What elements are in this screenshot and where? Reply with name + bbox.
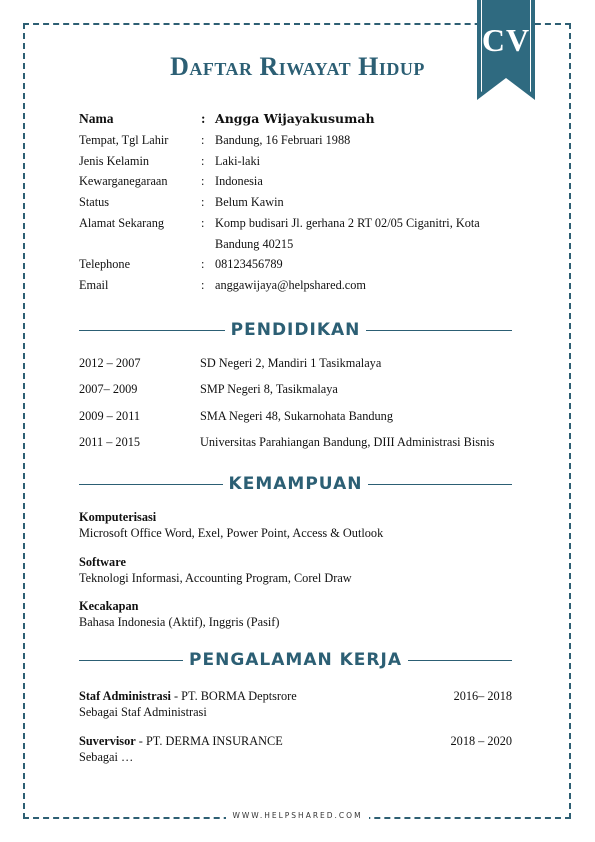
job-company: - PT. BORMA Deptsrore [170, 689, 297, 703]
job-years: 2016– 2018 [453, 689, 512, 703]
skill-detail: Teknologi Informasi, Accounting Program, Corel Draw [79, 570, 352, 585]
personal-value: Indonesia [215, 174, 263, 189]
divider-line [366, 330, 512, 331]
skill-item [79, 598, 519, 630]
education-item [79, 377, 519, 404]
section-title: PENGALAMAN KERJA [189, 650, 402, 670]
education-item [79, 403, 519, 430]
experience-list [79, 688, 512, 778]
education-years: 2012 – 2007 [79, 355, 141, 370]
personal-label: Jenis Kelamin [79, 153, 150, 168]
personal-label: Email [79, 277, 109, 292]
personal-row [79, 254, 519, 275]
personal-info [79, 108, 519, 296]
divider-line [408, 660, 512, 661]
section-header-experience [79, 648, 512, 672]
personal-value: Bandung 40215 [215, 236, 294, 251]
personal-value: Komp budisari Jl. gerhana 2 RT 02/05 Ciganitri, Kota [215, 215, 480, 230]
cv-badge-label: CV [481, 22, 531, 58]
personal-label: Status [79, 195, 110, 210]
personal-colon: : [201, 174, 205, 189]
skill-item [79, 509, 519, 541]
personal-colon: : [201, 153, 205, 168]
education-list [79, 350, 519, 456]
footer-website: WWW.HELPSHARED.COM [226, 811, 368, 820]
education-school: SD Negeri 2, Mandiri 1 Tasikmalaya [200, 355, 382, 370]
skill-detail: Microsoft Office Word, Exel, Power Point, Access & Outlook [79, 526, 384, 540]
personal-label: Alamat Sekarang [79, 215, 165, 230]
skills-list [79, 509, 519, 643]
personal-row [79, 275, 519, 296]
personal-colon: : [201, 111, 206, 126]
personal-row [79, 130, 519, 151]
personal-value: Belum Kawin [215, 195, 284, 210]
job-company: - PT. DERMA INSURANCE [135, 734, 283, 748]
section-header-education [79, 318, 512, 342]
personal-row [79, 213, 519, 234]
job-role: Sebagai … [79, 750, 134, 764]
education-school: SMP Negeri 8, Tasikmalaya [200, 382, 338, 397]
job-position: Staf Administrasi [79, 689, 171, 703]
personal-colon: : [201, 277, 205, 292]
section-title: PENDIDIKAN [230, 320, 361, 340]
personal-value: Laki-laki [215, 153, 261, 168]
personal-row [79, 151, 519, 172]
job-item [79, 688, 512, 720]
personal-value: 08123456789 [215, 257, 283, 272]
personal-colon: : [201, 133, 205, 147]
skill-heading: Software [79, 554, 126, 569]
job-years: 2018 – 2020 [450, 734, 512, 748]
education-school: Universitas Parahiangan Bandung, DIII Administrasi Bisnis [200, 435, 495, 450]
personal-row-name [79, 108, 519, 130]
divider-line [79, 660, 183, 661]
personal-label: Telephone [79, 257, 131, 272]
personal-colon: : [201, 215, 205, 230]
education-years: 2009 – 2011 [79, 408, 141, 423]
skill-item [79, 554, 519, 586]
divider-line [79, 484, 223, 485]
footer [0, 811, 595, 820]
personal-row [79, 171, 519, 192]
personal-value: Angga Wijayakusumah [215, 111, 375, 126]
divider-line [79, 330, 225, 331]
section-header-skills [79, 472, 512, 496]
personal-colon: : [201, 257, 205, 272]
education-item [79, 430, 519, 457]
skill-detail: Bahasa Indonesia (Aktif), Inggris (Pasif) [79, 615, 280, 629]
personal-row-continued [79, 234, 519, 255]
personal-label: Tempat, Tgl Lahir [79, 133, 169, 147]
skill-heading: Kecakapan [79, 599, 139, 613]
job-role: Sebagai Staf Administrasi [79, 705, 207, 719]
skill-heading: Komputerisasi [79, 510, 157, 524]
personal-label: Nama [79, 111, 114, 126]
job-position: Suvervisor [79, 734, 136, 748]
education-school: SMA Negeri 48, Sukarnohata Bandung [200, 408, 393, 423]
section-title: KEMAMPUAN [228, 474, 363, 494]
personal-value: Bandung, 16 Februari 1988 [215, 133, 351, 147]
education-years: 2007– 2009 [79, 382, 138, 397]
personal-label: Kewarganegaraan [79, 174, 168, 189]
education-item [79, 350, 519, 377]
education-years: 2011 – 2015 [79, 435, 141, 450]
divider-line [368, 484, 512, 485]
personal-colon: : [201, 195, 205, 210]
personal-value: anggawijaya@helpshared.com [215, 277, 366, 292]
page-title: Daftar Riwayat Hidup [170, 52, 425, 81]
personal-row [79, 192, 519, 213]
job-item [79, 733, 512, 765]
